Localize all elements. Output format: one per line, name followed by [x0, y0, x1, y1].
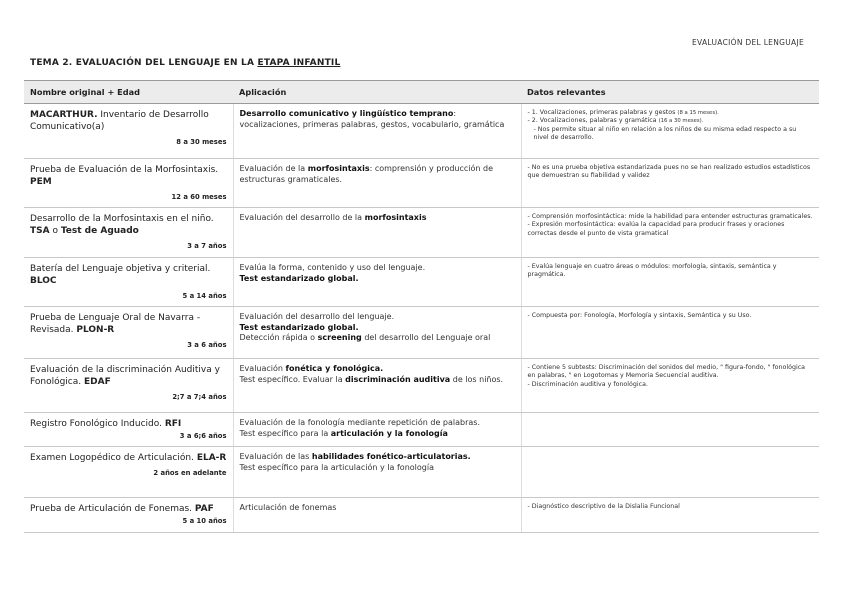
test-abbreviation: MACARTHUR. [30, 110, 98, 120]
evaluation-table [24, 80, 819, 533]
title-prefix: TEMA 2. EVALUACIÓN DEL LENGUAJE EN LA [30, 58, 258, 68]
application-cell: Evaluación de la fonología mediante repetición de palabras. Test específico para la articulación y la fonología [233, 413, 521, 447]
note-line: - Discriminación auditiva y fonológica. [527, 380, 648, 388]
notes-cell [521, 258, 819, 307]
application-bold: articulación y la fonología [330, 428, 448, 438]
column-header: Datos relevantes [521, 81, 819, 104]
notes-cell [521, 413, 819, 447]
note-line: - Evalúa lenguaje en cuatro áreas o módulos: morfología, sintaxis, semántica y pragmática. [527, 263, 777, 279]
table-row [24, 359, 819, 413]
test-name-cell [24, 359, 233, 413]
application-bold: habilidades fonético-articulatorias. [311, 452, 471, 461]
test-abbreviation: RFI [164, 419, 182, 429]
age-range: 3 a 7 años [187, 242, 227, 250]
test-name: Examen Logopédico de Articulación. [30, 453, 197, 463]
test-name-cell [24, 498, 233, 533]
application-bold: Test estandarizado global. [239, 322, 359, 332]
test-name-cell: Desarrollo de la Morfosintaxis en el niño. TSA o Test de Aguado 3 a 7 años [24, 208, 233, 258]
notes-cell [521, 447, 819, 498]
test-name-cell [24, 258, 233, 307]
note-line: - Compuesta por: Fonología, Morfología y sintaxis, Semántica y su Uso. [527, 312, 752, 319]
application-cell: Evaluación de las habilidades fonético-articulatorias. Test específico para la articulación y la fonología [233, 447, 521, 498]
test-name: Inventario de Desarrollo Comunicativo(a) [30, 110, 209, 132]
note-line: - Diagnóstico descriptivo de la Dislalia Funcional [527, 503, 680, 510]
age-range: 2 años en adelante [153, 469, 227, 477]
note-line: - 2. Vocalizaciones, palabras y gramática (16 a 30 meses). [527, 117, 704, 125]
notes-cell [521, 359, 819, 413]
table-row [24, 159, 819, 208]
age-range: 8 a 30 meses [176, 138, 227, 146]
test-alt-name: Test de Aguado [60, 226, 139, 236]
test-name-cell [24, 413, 233, 447]
column-header: Aplicación [233, 81, 521, 104]
age-range: 3 a 6 años [187, 341, 227, 349]
application-text: : vocalizaciones, primeras palabras, gestos, vocabulario, gramática [239, 109, 505, 129]
note-line: - Comprensión morfosintáctica: mide la habilidad para entender estructuras gramaticales. [527, 213, 813, 220]
notes-cell [521, 208, 819, 258]
test-name-cell [24, 447, 233, 498]
test-name: Prueba de Articulación de Fonemas. [30, 504, 195, 514]
test-name: Prueba de Evaluación de la Morfosintaxis. [30, 165, 219, 175]
application-cell [233, 104, 521, 159]
application-bold: morfosintaxis [364, 213, 427, 222]
test-abbreviation: ELA-R [196, 453, 227, 463]
application-bold: morfosintaxis [307, 164, 370, 173]
page-header: EVALUACIÓN DEL LENGUAJE [691, 38, 804, 47]
application-cell: Evaluación fonética y fonológica. Test específico. Evaluar la discriminación auditiva de los niños. [233, 359, 521, 413]
test-abbreviation: TSA [30, 226, 50, 236]
test-name: Evaluación de la discriminación Auditiva y Fonológica. [30, 365, 220, 387]
note-line: - Expresión morfosintáctica: evalúa la capacidad para producir frases y oraciones correctas desde el punto de vista gramatical [527, 221, 785, 237]
application-cell: Evaluación del desarrollo del lenguaje. Test estandarizado global. Detección rápida o screening del desarrollo del Lenguaje oral [233, 307, 521, 359]
test-abbreviation: BLOC [30, 276, 57, 286]
test-abbreviation: PEM [30, 177, 52, 187]
application-cell: Evaluación de la morfosintaxis: comprensión y producción de estructuras gramaticales. [233, 159, 521, 208]
table-row [24, 104, 819, 159]
note-line: - Nos permite situar al niño en relación a los niños de su misma edad respecto a su nivel de desarrollo. [533, 125, 797, 142]
test-name: Prueba de Lenguaje Oral de Navarra - Revisada. [30, 313, 201, 335]
test-name: Registro Fonológico Inducido. [30, 419, 165, 429]
notes-cell [521, 498, 819, 533]
table-row [24, 208, 819, 258]
application-cell: Evalúa la forma, contenido y uso del lenguaje. Test estandarizado global. [233, 258, 521, 307]
notes-cell [521, 159, 819, 208]
application-bold: fonética y fonológica. [285, 364, 384, 373]
table-row [24, 413, 819, 447]
age-range: 12 a 60 meses [171, 193, 227, 201]
test-abbreviation: PAF [194, 504, 214, 514]
test-name-cell [24, 159, 233, 208]
age-range: 5 a 10 años [182, 517, 227, 525]
application-bold: Test estandarizado global. [239, 273, 359, 283]
note-line: - No es una prueba objetiva estandarizada pues no se han realizado estudios estadísticos que demuestran su fiabilidad y validez [527, 164, 811, 180]
age-range: 3 a 6;6 años [179, 432, 227, 440]
test-name: Desarrollo de la Morfosintaxis en el niño. [30, 214, 214, 224]
age-range: 2;7 a 7;4 años [172, 393, 227, 401]
table-row [24, 258, 819, 307]
application-cell: Evaluación del desarrollo de la morfosintaxis [233, 208, 521, 258]
test-name: Batería del Lenguaje objetiva y criterial. [30, 264, 211, 274]
application-cell: Articulación de fonemas [233, 498, 521, 533]
note-line: - 1. Vocalizaciones, primeras palabras y gestos (8 a 15 meses). [527, 109, 719, 116]
table-header-row [24, 81, 819, 104]
test-name-cell [24, 104, 233, 159]
column-header: Nombre original + Edad [24, 81, 233, 104]
test-abbreviation: EDAF [83, 377, 111, 387]
title-underlined: ETAPA INFANTIL [257, 58, 341, 68]
test-name-cell [24, 307, 233, 359]
age-range: 5 a 14 años [182, 292, 227, 300]
notes-cell [521, 307, 819, 359]
application-bold: Desarrollo comunicativo y lingüístico temprano [239, 109, 454, 118]
table-row [24, 447, 819, 498]
table-row [24, 307, 819, 359]
table-row [24, 498, 819, 533]
notes-cell [521, 104, 819, 159]
document-title [30, 58, 340, 68]
test-abbreviation: PLON-R [76, 325, 115, 335]
note-line: - Contiene 5 subtests: Discriminación del sonidos del medio, " figura-fondo, " fonológica en palabras, " en Logotomas y Memoria Secuencial auditiva. [527, 364, 806, 380]
